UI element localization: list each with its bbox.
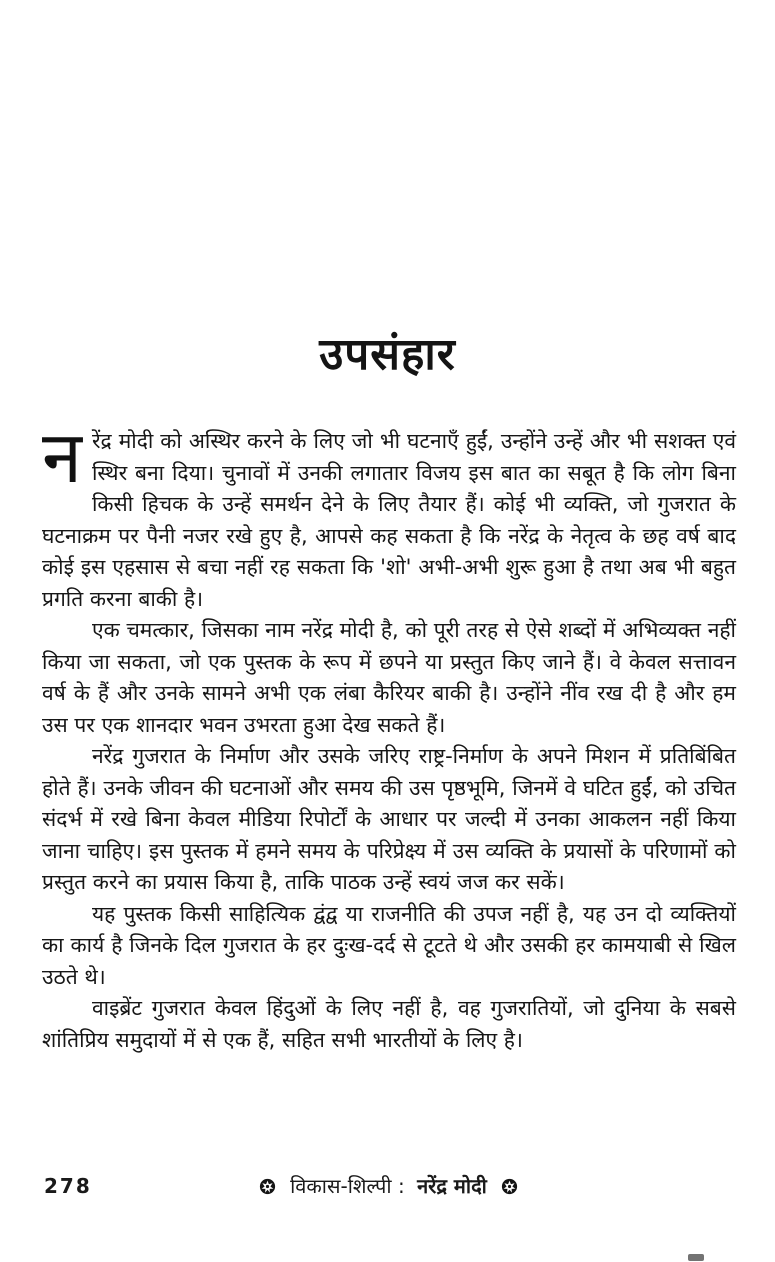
paragraph: वाइब्रेंट गुजरात केवल हिंदुओं के लिए नहीं है, वह गुजरातियों, जो दुनिया के सबसे शांतिप्रिय समुदायों में से एक हैं, सहित सभी भारतीयों के लिए है। — [42, 996, 736, 1052]
page-number: 278 — [44, 1174, 92, 1198]
running-title — [42, 1172, 735, 1200]
paragraph — [42, 415, 736, 615]
running-title-prefix: विकास-शिल्पी : — [290, 1174, 405, 1198]
paragraph-text: रेंद्र मोदी को अस्थिर करने के लिए जो भी घटनाएँ हुईं, उन्होंने उन्हें और भी सशक्त एवं स्थिर बना दिया। चुनावों में उनकी लगातार विजय इस बात का सबूत है कि लोग बिना किसी हिचक के उन्हें समर्थन देने के लिए तैयार हैं। कोई भी व्यक्ति, जो गुजरात के घटनाक्रम पर पैनी नजर रखे हुए है, आपसे कह सकता है कि नरेंद्र के नेतृत्व के छह वर्ष बाद कोई इस एहसास से बचा नहीं रह सकता कि 'शो' अभी-अभी शुरू हुआ है तथा अब भी बहुत प्रगति करना बाकी है। — [42, 429, 736, 611]
chapter-title: उपसंहार — [319, 329, 456, 380]
running-title-name: नरेंद्र मोदी — [417, 1174, 487, 1198]
scan-artifact — [688, 1254, 704, 1261]
drop-cap: न — [42, 415, 82, 499]
paragraph: यह पुस्तक किसी साहित्यिक द्वंद्व या राजनीति की उपज नहीं है, यह उन दो व्यक्तियों का कार्य है जिनके दिल गुजरात के हर दुःख-दर्द से टूटते थे और उसकी हर कामयाबी से खिल उठते थे। — [42, 901, 736, 989]
page-footer — [42, 1172, 735, 1204]
paragraph: एक चमत्कार, जिसका नाम नरेंद्र मोदी है, को पूरी तरह से ऐसे शब्दों में अभिव्यक्त नहीं किया जा सकता, जो एक पुस्तक के रूप में छपने या प्रस्तुत किए जाने हैं। वे केवल सत्तावन वर्ष के हैं और उनके सामने अभी एक लंबा कैरियर बाकी है। उन्होंने नींव रख दी है और हम उस पर एक शानदार भवन उभरता हुआ देख सकते हैं। — [42, 618, 736, 737]
body-text — [42, 415, 736, 1056]
footer-ornament-icon — [501, 1176, 518, 1200]
paragraph: नरेंद्र गुजरात के निर्माण और उसके जरिए राष्ट्र-निर्माण के अपने मिशन में प्रतिबिंबित होते हैं। उनके जीवन की घटनाओं और समय की उस पृष्ठभूमि, जिनमें वे घटित हुईं, को उचित संदर्भ में रखे बिना केवल मीडिया रिपोर्टों के आधार पर जल्दी में उनका आकलन नहीं किया जाना चाहिए। इस पुस्तक में हमने समय के परिप्रेक्ष्य में उस व्यक्ति के प्रयासों के परिणामों को प्रस्तुत करने का प्रयास किया है, ताकि पाठक उन्हें स्वयं जज कर सकें। — [42, 744, 736, 894]
footer-ornament-icon — [259, 1176, 276, 1200]
